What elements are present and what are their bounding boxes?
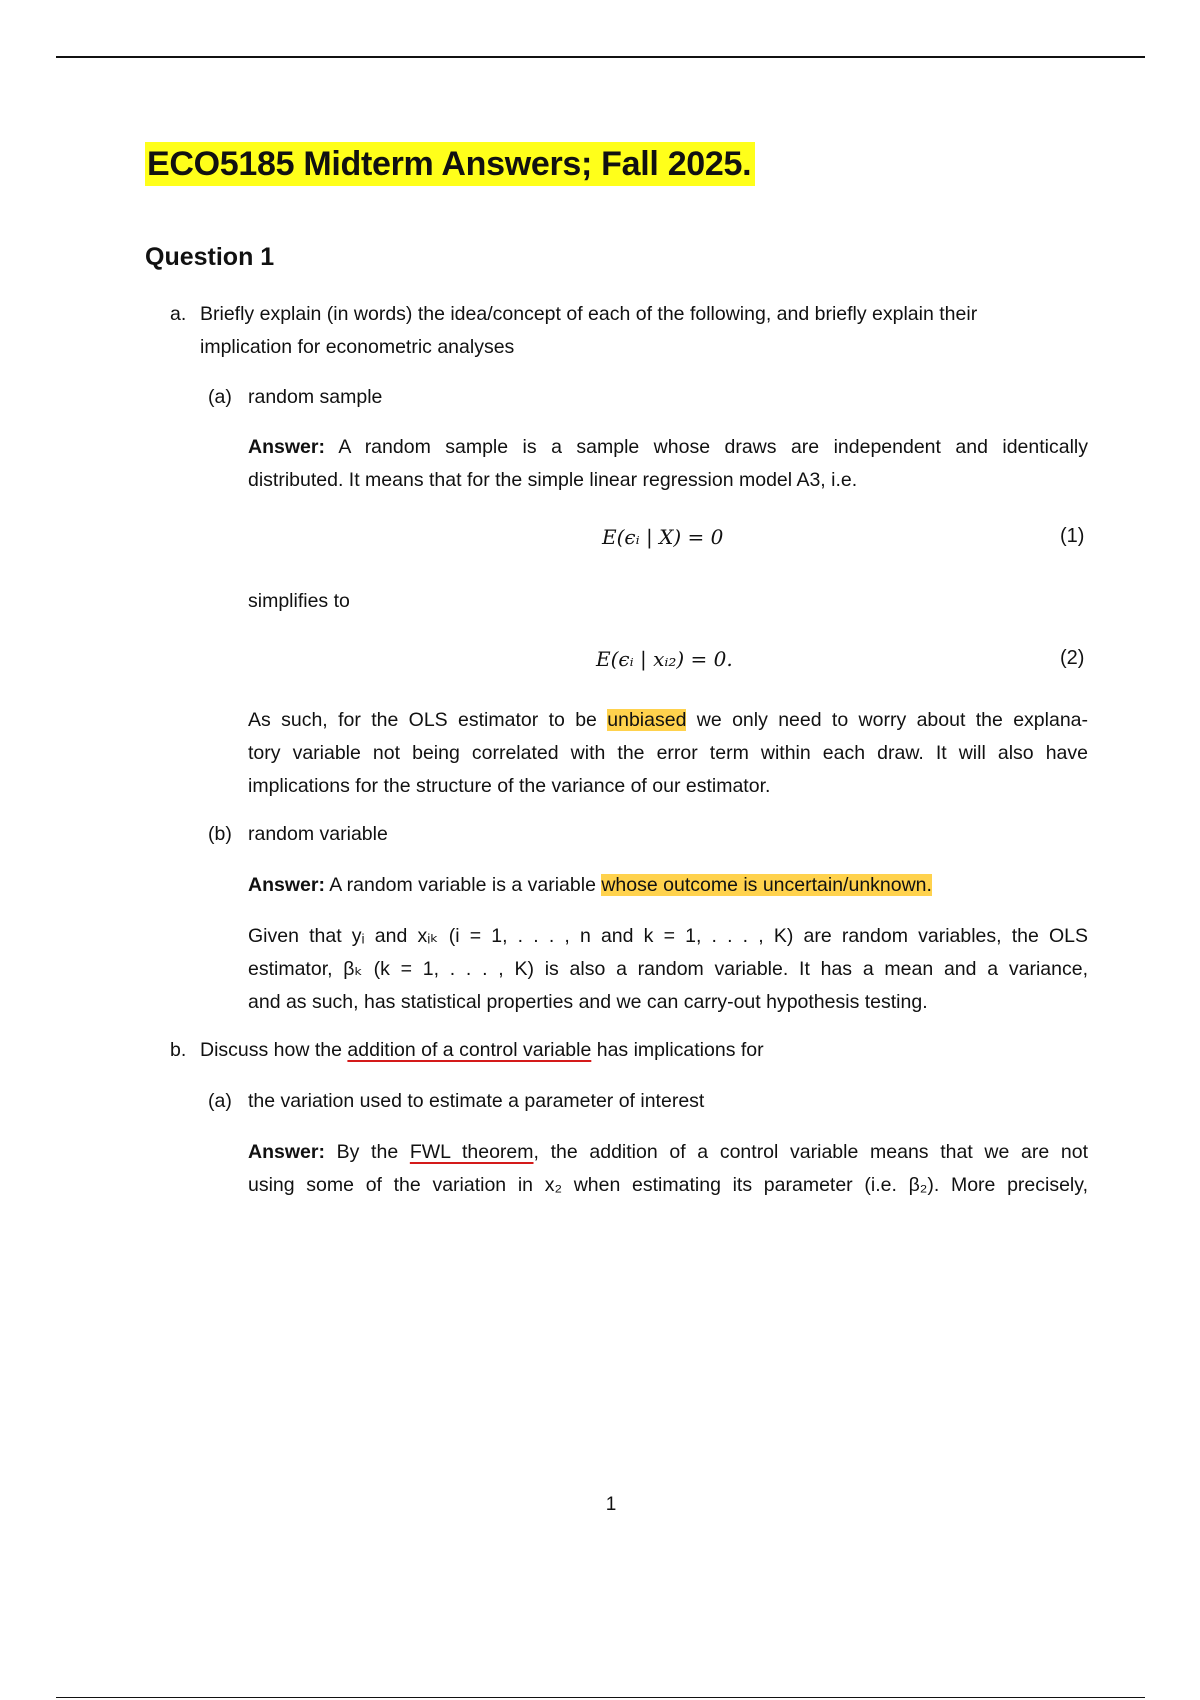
para-pre: As such, for the OLS estimator to be <box>248 709 608 731</box>
equation-2: E(ϵᵢ | xᵢ₂) = 0. <box>596 647 733 671</box>
given-line-3: and as such, has statistical properties and we can carry-out hypothesis testing. <box>248 991 928 1013</box>
part-b-marker: b. <box>170 1039 187 1061</box>
sub-b-label: random variable <box>248 823 388 845</box>
answer-label: Answer: <box>248 436 325 458</box>
given-line-2: estimator, βₖ (k = 1, . . . , K) is also a random variable. It has a mean and a variance, <box>248 958 1088 980</box>
part-b-question <box>200 1034 1100 1067</box>
part-a-marker: a. <box>170 303 187 325</box>
sub-b-marker: (b) <box>208 823 232 845</box>
simplifies-text: simplifies to <box>248 590 350 612</box>
answer-label-b: Answer: <box>248 874 325 896</box>
fwl-line-2: using some of the variation in x₂ when estimating its parameter (i.e. β₂). More precisely, <box>248 1174 1088 1196</box>
answer-label-fwl: Answer: <box>248 1141 325 1163</box>
document-title: ECO5185 Midterm Answers; Fall 2025. <box>145 142 755 186</box>
given-paragraph <box>248 920 1088 1019</box>
highlight-unbiased: unbiased <box>607 709 687 731</box>
part-b-pre: Discuss how the <box>200 1039 348 1061</box>
question-heading: Question 1 <box>145 243 275 271</box>
para-line-2: tory variable not being correlated with the error term within each draw. It will also have <box>248 742 1088 764</box>
highlight-uncertain: whose outcome is uncertain/unknown. <box>601 874 932 896</box>
given-line-1: Given that yᵢ and xᵢₖ (i = 1, . . . , n and k = 1, . . . , K) are random variables, the OLS <box>248 925 1088 947</box>
part-b-post: has implications for <box>591 1039 764 1061</box>
top-rule <box>56 56 1145 58</box>
fwl-paragraph <box>248 1136 1088 1202</box>
fwl-post: , the addition of a control variable means that we are not <box>533 1141 1089 1163</box>
part-b-sub-a-marker: (a) <box>208 1090 232 1112</box>
part-b-sub-a-label: the variation used to estimate a parameter of interest <box>248 1090 705 1112</box>
answer-line-1: A random sample is a sample whose draws are independent and identically <box>338 436 1089 458</box>
underlined-control-variable: addition of a control variable <box>347 1039 592 1061</box>
para-post: we only need to worry about the explana- <box>686 709 1088 731</box>
sub-a-marker: (a) <box>208 386 232 408</box>
equation-1-number: (1) <box>1060 525 1085 547</box>
part-a-line-2: implication for econometric analyses <box>200 336 515 358</box>
answer-line-2: distributed. It means that for the simple linear regression model A3, i.e. <box>248 469 858 491</box>
sub-a-answer <box>248 431 1088 497</box>
part-a-line-1: Briefly explain (in words) the idea/concept of each of the following, and briefly explain their <box>200 303 978 325</box>
answer-b-pre: A random variable is a variable <box>329 874 602 896</box>
equation-1: E(ϵᵢ | X) = 0 <box>602 525 724 549</box>
underlined-fwl-theorem: FWL theorem <box>409 1141 534 1163</box>
page-number: 1 <box>605 1494 617 1515</box>
sub-b-answer <box>248 869 1108 902</box>
part-a-question <box>200 298 1100 364</box>
equation-2-number: (2) <box>1060 647 1085 669</box>
sub-a-label: random sample <box>248 386 383 408</box>
para-line-3: implications for the structure of the variance of our estimator. <box>248 775 771 797</box>
bottom-rule <box>56 1697 1145 1698</box>
fwl-pre: By the <box>324 1141 410 1163</box>
unbiased-paragraph <box>248 704 1088 803</box>
